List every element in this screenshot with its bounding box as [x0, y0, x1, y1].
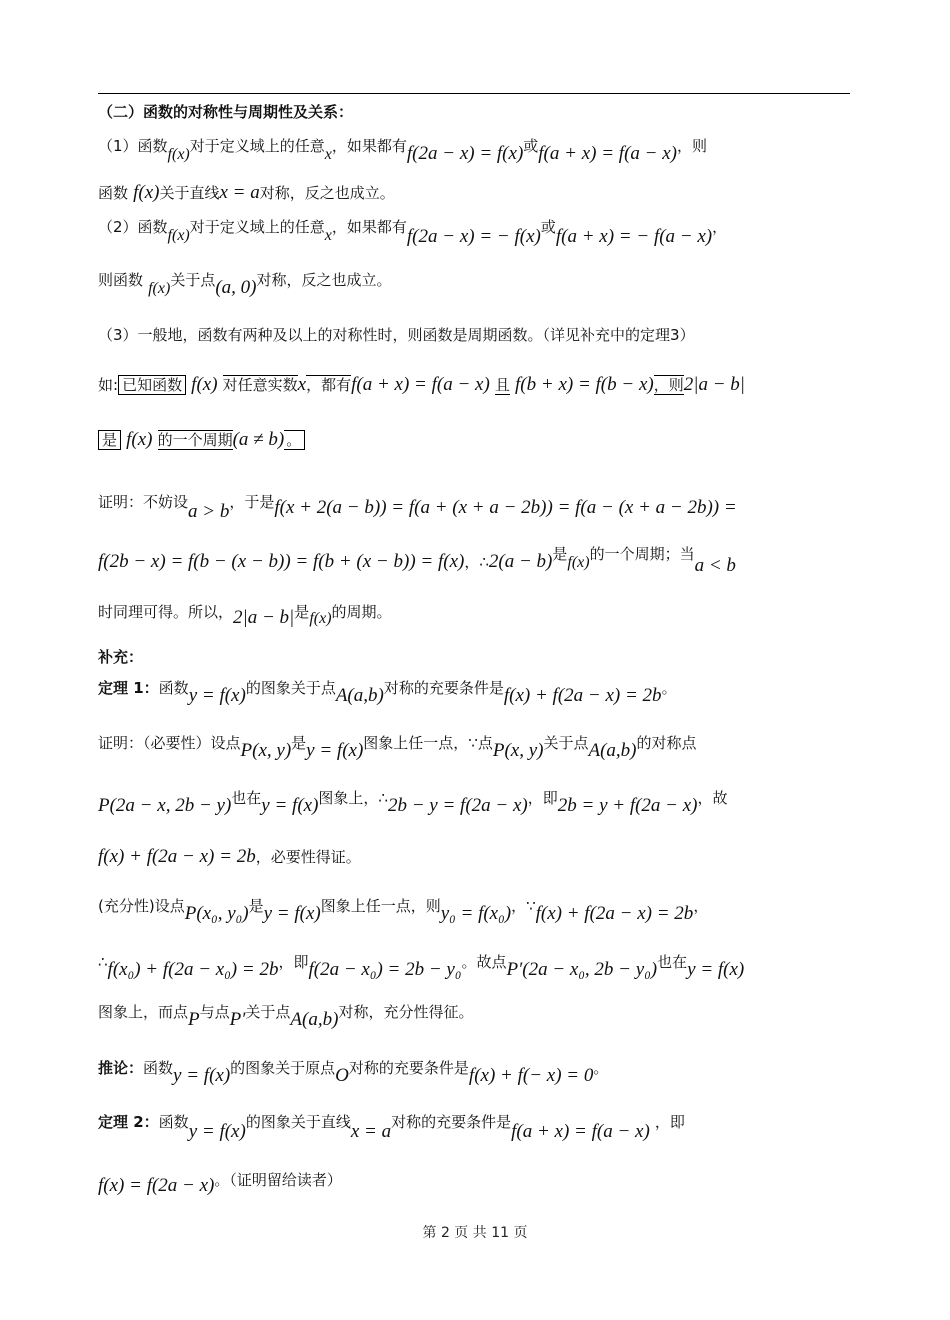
example-line-1: 如: 已知函数 f(x) 对任意实数x，都有f(a + x) = f(a − x) 且 f(b + x) = f(b − x)，则2|a − b| [98, 374, 746, 395]
sufficiency-line-2: ∴f(x₀) + f(2a − x₀) = 2b，即f(2a − x₀) = 2b − y₀。故点P′(2a − x₀, 2b − y₀)也在y = f(x) [98, 953, 745, 980]
necessity-line-3: f(x) + f(2a − x) = 2b，必要性得证。 [98, 846, 361, 867]
para-2-line-2: 则函数 f(x)关于点(a, 0)对称，反之也成立。 [98, 271, 392, 298]
example-line-2: 是 f(x) 的一个周期(a ≠ b) 。 [98, 428, 305, 453]
para-2-line-1: （2）函数f(x)对于定义域上的任意x，如果都有f(2a − x) = − f(x)或f(a + x) = − f(a − x)， [98, 218, 728, 247]
sufficiency-line-1: (充分性)设点P(x₀, y₀)是y = f(x)图象上任一点，则y₀ = f(x₀)，∵f(x) + f(2a − x) = 2b， [98, 897, 709, 924]
para-1-line-2: 函数 f(x)关于直线x = a对称，反之也成立。 [98, 182, 395, 203]
sufficiency-line-3: 图象上，而点P与点P′关于点A(a,b)对称，充分性得征。 [98, 1003, 474, 1030]
page-footer: 第 2 页 共 11 页 [422, 1225, 528, 1241]
proof-1-line-3: 时同理可得。所以，2|a − b|是f(x)的周期。 [98, 603, 392, 628]
necessity-line-1: 证明：（必要性）设点P(x, y)是y = f(x)图象上任一点，∵点P(x, y)关于点A(a,b)的对称点 [98, 734, 697, 761]
necessity-line-2: P(2a − x, 2b − y)也在y = f(x)图象上，∴2b − y = f(2a − x)，即2b = y + f(2a − x)，故 [98, 789, 728, 816]
supplement-heading: 补充： [98, 648, 144, 666]
para-3: （3）一般地，函数有两种及以上的对称性时，则函数是周期函数。（详见补充中的定理3） [98, 326, 695, 344]
section-heading: （二）函数的对称性与周期性及关系： [98, 103, 354, 121]
para-1-line-1: （1）函数f(x)对于定义域上的任意x，如果都有f(2a − x) = f(x)或f(a + x) = f(a − x)，则 [98, 137, 707, 164]
header-rule [98, 93, 850, 94]
proof-1-line-1: 证明：不妨设a > b，于是f(x + 2(a − b)) = f(a + (x + a − 2b)) = f(a − (x + a − 2b)) = [98, 493, 737, 522]
theorem-2-line-2: f(x) = f(2a − x)。（证明留给读者） [98, 1171, 342, 1196]
corollary: 推论：函数y = f(x)的图象关于原点O对称的充要条件是f(x) + f(− x) = 0。 [98, 1059, 609, 1086]
theorem-2-line-1: 定理 2：函数y = f(x)的图象关于直线x = a对称的充要条件是f(a + x) = f(a − x) ，即 [98, 1113, 685, 1142]
theorem-1: 定理 1：函数y = f(x)的图象关于点A(a,b)对称的充要条件是f(x) + f(2a − x) = 2b。 [98, 679, 677, 706]
proof-1-line-2: f(2b − x) = f(b − (x − b)) = f(b + (x − b)) = f(x)，∴2(a − b)是f(x)的一个周期；当a < b [98, 545, 736, 576]
